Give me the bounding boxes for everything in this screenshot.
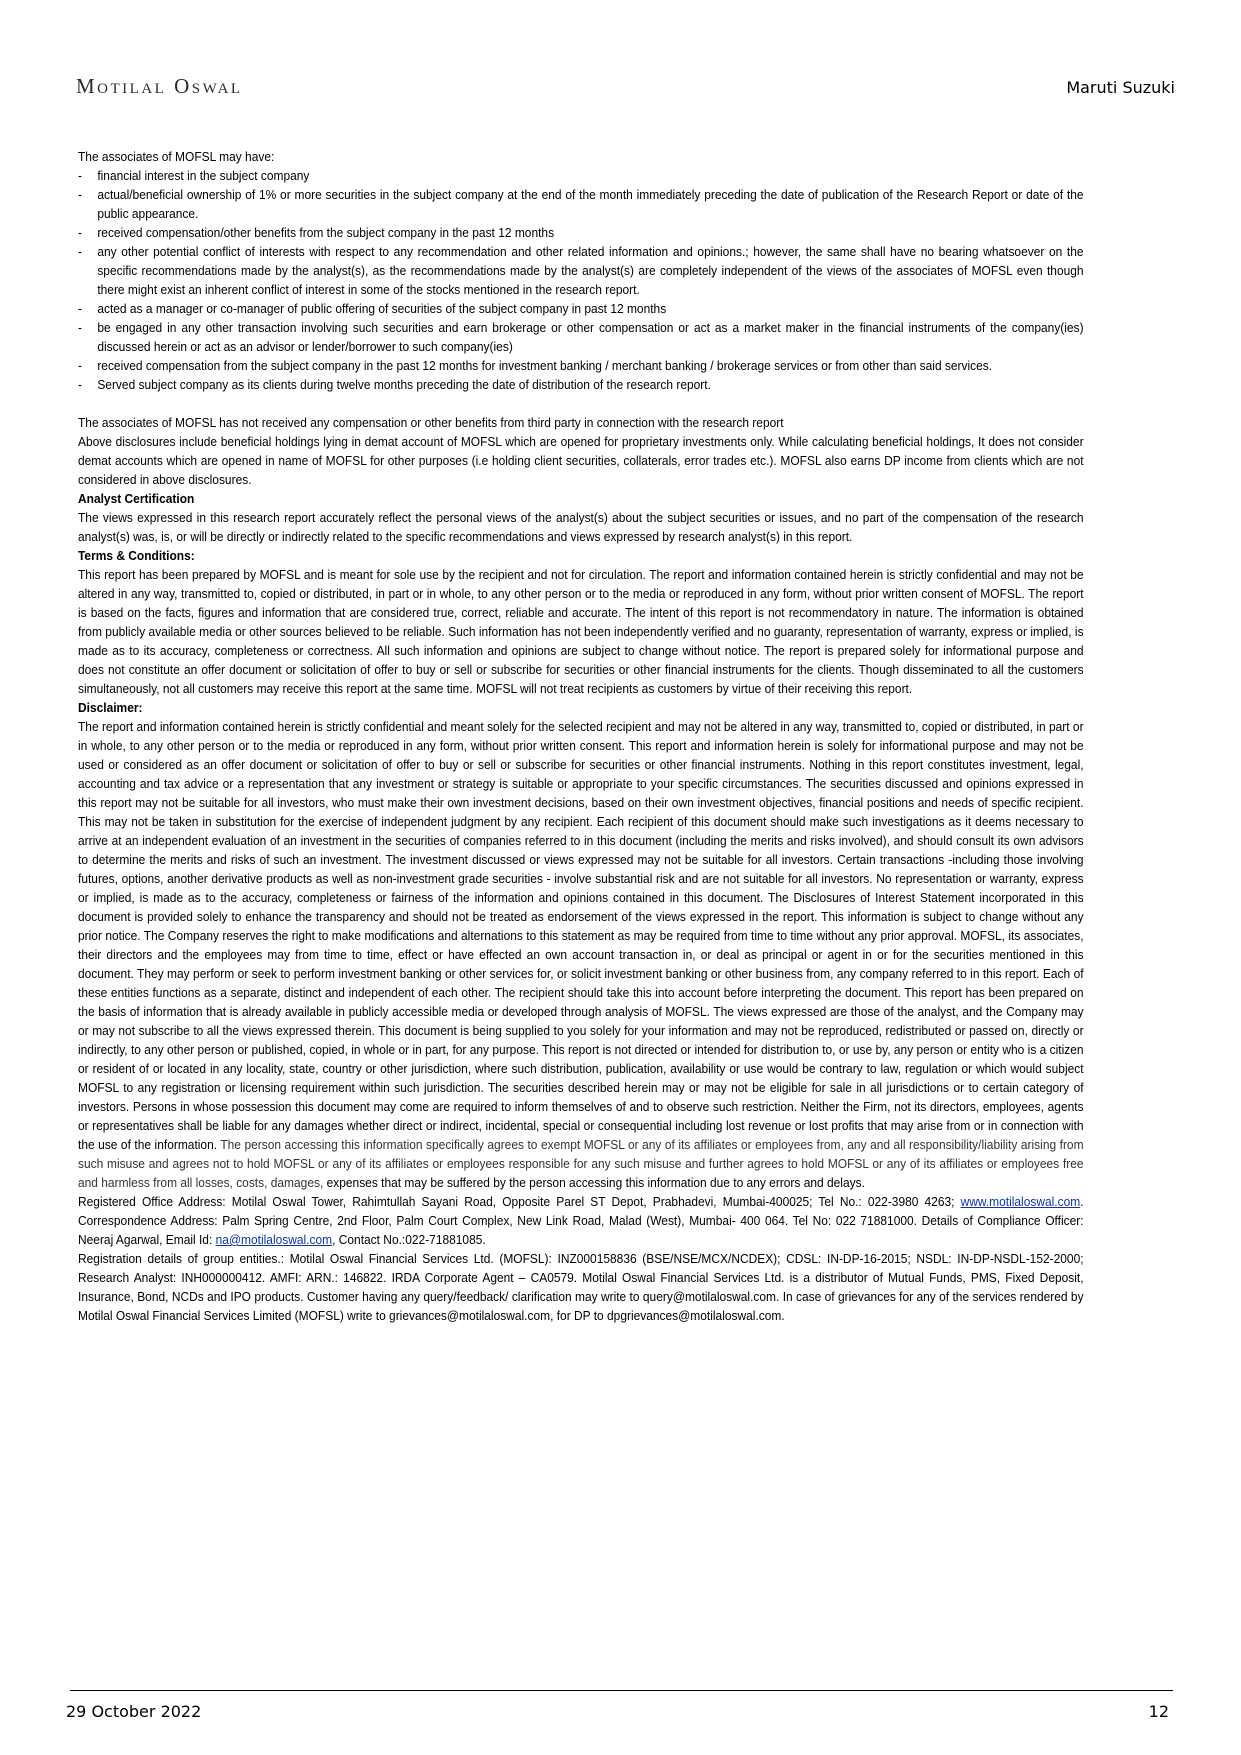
company-logo: Motilal Oswal — [76, 74, 243, 98]
header-company-name: Maruti Suzuki — [1066, 78, 1175, 97]
footer-divider — [70, 1690, 1173, 1691]
website-link[interactable]: www.motilaloswal.com — [960, 1194, 1081, 1209]
list-item: - actual/beneficial ownership of 1% or more securities in the subject company at the end of the month immediately preceding the date of publication of the Research Report or date of the public appearance. — [78, 185, 1084, 223]
list-item: - financial interest in the subject company — [78, 166, 1084, 185]
analyst-certification-heading: Analyst Certification — [78, 491, 195, 506]
list-item: - any other potential conflict of interests with respect to any recommendation and other related information and opinions.; however, the same shall have no bearing whatsoever on the specific recommendations made by the analyst(s), as the recommendations made by the analyst(s) are completely independent of the views of the associates of MOFSL even though there might exist an inherent conflict of interest in some of the stocks mentioned in the research report. — [78, 242, 1084, 299]
analyst-certification-body: The views expressed in this research report accurately reflect the personal views of the analyst(s) about the subject securities or issues, and no part of the compensation of the research analyst(s) was, is, or will be directly or indirectly related to the specific recommendations and views expressed by research analyst(s) in this report. — [78, 510, 1084, 544]
disclaimer-exemption: The person accessing this information specifically agrees to exempt MOFSL or any of its affiliates or employees from, any and all responsibility/liability arising from such misuse and agrees not to hold MOFSL or any of its affiliates or employees responsible for any such misuse and further agrees to hold MOFSL or any of its affiliates or employees free and harmless from all losses, costs, damages, — [78, 1137, 1084, 1190]
list-item: - received compensation/other benefits from the subject company in the past 12 months — [78, 223, 1084, 242]
page-number: 12 — [1148, 1702, 1169, 1721]
terms-body: This report has been prepared by MOFSL and is meant for sole use by the recipient and not for circulation. The report and information contained herein is strictly confidential and may not be altered in any way, transmitted to, copied or distributed, in part or in whole, to any other person or to the media or reproduced in any form, without prior written consent of MOFSL. The report is based on the facts, figures and information that are considered true, correct, reliable and accurate. The intent of this report is not recommendatory in nature. The information is obtained from publicly available media or other sources believed to be reliable. Such information has not been independently verified and no guaranty, representation of warranty, express or implied, is made as to its accuracy, completeness or correctness. All such information and opinions are subject to change without notice. The report is prepared solely for informational purpose and does not constitute an offer document or solicitation of offer to buy or sell or subscribe for securities or other financial instruments for the clients. Though disseminated to all the customers simultaneously, not all customers may receive this report at the same time. MOFSL will not treat recipients as customers by virtue of their receiving this report. — [78, 567, 1084, 696]
disclaimer-paragraph — [78, 717, 1084, 1192]
disclaimer-heading: Disclaimer: — [78, 700, 143, 715]
registration-details: Registration details of group entities.: Motilal Oswal Financial Services Ltd. (MOFSL): INZ000158836 (BSE/NSE/MCX/NCDEX); CDSL: IN-DP-16-2015; NSDL: IN-DP-NSDL-152-2000; Research Analyst: INH000000412. AMFI: ARN.: 146822. IRDA Corporate Agent – CA0579. Motilal Oswal Financial Services Ltd. is a distributor of Mutual Funds, PMS, Fixed Deposit, Insurance, Bond, NCDs and IPO products. Customer having any query/feedback/ clarification may write to query@motilaloswal.com. In case of grievances for any of the services rendered by Motilal Oswal Financial Services Limited (MOFSL) write to grievances@motilaloswal.com, for DP to dpgrievances@motilaloswal.com. — [78, 1251, 1084, 1323]
correspondence-address: . Correspondence Address: Palm Spring Centre, 2nd Floor, Palm Court Complex, New Link Road, Malad (West), Mumbai- 400 064. Tel No: 022 71881000. Details of Compliance Officer: Neeraj Agarwal, Email Id: — [78, 1194, 1084, 1247]
no-compensation-statement: The associates of MOFSL has not received any compensation or other benefits from third party in connection with the research report — [78, 415, 784, 430]
associates-intro: The associates of MOFSL may have: — [78, 149, 275, 164]
disclosure-body — [78, 147, 1084, 1325]
disclaimer-end: expenses that may be suffered by the person accessing this information due to any errors and delays. — [323, 1175, 865, 1190]
list-item: - Served subject company as its clients during twelve months preceding the date of distribution of the research report. — [78, 375, 1084, 394]
registered-office-address: Registered Office Address: Motilal Oswal Tower, Rahimtullah Sayani Road, Opposite Parel ST Depot, Prabhadevi, Mumbai-400025; Tel No.: 022-3980 4263; — [78, 1194, 961, 1209]
list-item: - acted as a manager or co-manager of public offering of securities of the subject company in past 12 months — [78, 299, 1084, 318]
registered-office-paragraph — [78, 1192, 1084, 1249]
paragraph-gap — [78, 394, 1084, 413]
terms-heading: Terms & Conditions: — [78, 548, 195, 563]
disclaimer-body: The report and information contained herein is strictly confidential and meant solely for the selected recipient and may not be altered in any way, transmitted to, copied or distributed, in part or in whole, to any other person or to the media or reproduced in any form, without prior written consent. This report and information herein is solely for informational purpose and may not be used or considered as an offer document or solicitation of offer to buy or sell or subscribe for securities or other financial instruments. Nothing in this report constitutes investment, legal, accounting and tax advice or a representation that any investment or strategy is suitable or appropriate to your specific circumstances. The securities discussed and opinions expressed in this report may not be suitable for all investors, who must make their own investment decisions, based on their own investment objectives, financial positions and needs of specific recipient. This may not be taken in substitution for the exercise of independent judgment by any recipient. Each recipient of this document should make such investigations as it deems necessary to arrive at an independent evaluation of an investment in the securities of companies referred to in this document (including the merits and risks involved), and should consult its own advisors to determine the merits and risks of such an investment. The investment discussed or views expressed may not be suitable for all investors. Certain transactions -including those involving futures, options, another derivative products as well as non-investment grade securities - involve substantial risk and are not suitable for all investors. No representation or warranty, express or implied, is made as to the accuracy, completeness or fairness of the information and opinions contained in this document. The Disclosures of Interest Statement incorporated in this document is provided solely to enhance the transparency and should not be treated as endorsement of the views expressed in the report. This information is subject to change without any prior notice. The Company reserves the right to make modifications and alternations to this statement as may be required from time to time without any prior approval. MOFSL, its associates, their directors and the employees may from time to time, effect or have effected an own account transaction in, or deal as principal or agent in or for the securities mentioned in this document. They may perform or seek to perform investment banking or other services for, or solicit investment banking or other business from, any company referred to in this report. Each of these entities functions as a separate, distinct and independent of each other. The recipient should take this into account before interpreting the document. This report has been prepared on the basis of information that is already available in publicly accessible media or developed through analysis of MOFSL. The views expressed are those of the analyst, and the Company may or may not subscribe to all the views expressed therein. This document is being supplied to you solely for your information and may not be reproduced, redistributed or passed on, directly or indirectly, to any other person or published, copied, in whole or in part, for any purpose. This report is not directed or intended for distribution to, or use by, any person or entity who is a citizen or resident of or located in any locality, state, country or other jurisdiction, where such distribution, publication, availability or use would be contrary to law, regulation or which would subject MOFSL to any registration or licensing requirement within such jurisdiction. The securities described herein may or may not be eligible for sale in all jurisdictions or to certain category of investors. Persons in whose possession this document may come are required to inform themselves of and to observe such restriction. Neither the Firm, not its directors, employees, agents or representatives shall be liable for any damages whether direct or indirect, incidental, special or consequential including lost revenue or lost profits that may arise from or in connection with the use of the information. — [78, 719, 1084, 1152]
list-item: - be engaged in any other transaction involving such securities and earn brokerage or other compensation or act as a market maker in the financial instruments of the company(ies) discussed herein or act as an advisor or lender/borrower to such company(ies) — [78, 318, 1084, 356]
footer-date: 29 October 2022 — [66, 1702, 202, 1721]
beneficial-holdings-statement: Above disclosures include beneficial holdings lying in demat account of MOFSL which are opened for proprietary investments only. While calculating beneficial holdings, It does not consider demat accounts which are opened in name of MOFSL for other purposes (i.e holding client securities, collaterals, error trades etc.). MOFSL also earns DP income from clients which are not considered in above disclosures. — [78, 434, 1084, 487]
compliance-contact: , Contact No.:022-71881085. — [332, 1232, 486, 1247]
compliance-email-link[interactable]: na@motilaloswal.com — [215, 1232, 333, 1247]
list-item: - received compensation from the subject company in the past 12 months for investment banking / merchant banking / brokerage services or from other than said services. — [78, 356, 1084, 375]
associates-list — [78, 166, 1084, 394]
